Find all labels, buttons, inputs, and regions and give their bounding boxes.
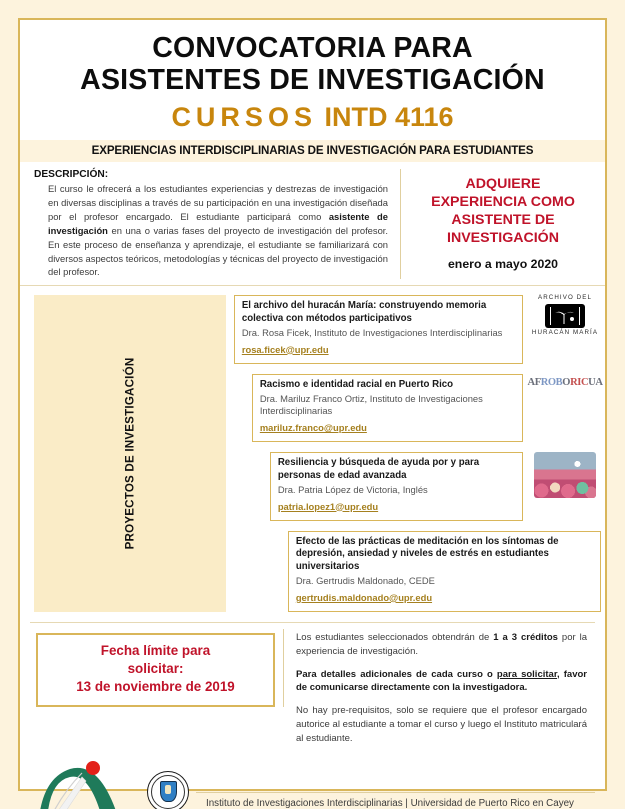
bottom-section (30, 622, 595, 755)
footer-institution-text: Instituto de Investigaciones Interdisciplinarias | Universidad de Puerto Rico en Cayey (206, 797, 574, 809)
project-email-link[interactable]: mariluz.franco@upr.edu (259, 422, 367, 434)
description-section (20, 162, 605, 286)
projects-section (20, 286, 605, 618)
deadline-line-2: solicitar: (127, 660, 184, 676)
promo-headline (407, 175, 599, 248)
project-email-link[interactable]: gertrudis.maldonado@upr.edu (295, 591, 433, 603)
promo-date-range: enero a mayo 2020 (447, 256, 559, 271)
palm-tree-icon (551, 307, 579, 325)
project-researcher: Dra. Rosa Ficek, Instituto de Investigaciones Interdisciplinarias (241, 327, 503, 339)
description-text-part-2: en una o varias fases del proyecto de investigación del profesor. En este proceso de enseñanza y aprendizaje, el estudiante se familiarizará con diversos aspectos teóricos, metodologías y técnicas del proyecto de investigación del profesor. (48, 224, 388, 278)
project-row (234, 531, 601, 612)
promo-line-3: ASISTENTE DE (451, 212, 555, 229)
info-paragraph-apply (296, 668, 587, 696)
course-code-line (30, 102, 595, 133)
description-heading: DESCRIPCIÓN: (34, 168, 109, 180)
promo-column (401, 169, 605, 279)
project-title: El archivo del huracán María: construyendo memoria colectiva con métodos participativos (241, 300, 487, 325)
project-title: Racismo e identidad racial en Puerto Rico (259, 378, 454, 390)
project-card[interactable] (234, 295, 523, 363)
project-row (234, 295, 601, 363)
poster-footer (20, 755, 605, 809)
project-email-link[interactable]: patria.lopez1@upr.edu (277, 500, 379, 512)
promo-line-1: ADQUIERE (465, 175, 541, 192)
description-text-emphasis: asistente de investigación (48, 210, 388, 236)
description-text-part-1: El curso le ofrecerá a los estudiantes experiencias y destrezas de investigación en diversas disciplinas a través de su participación en una investigación diseñada por el profesor encargado. El estudiante participará como (48, 182, 388, 222)
promo-line-4: INVESTIGACIÓN (447, 230, 559, 247)
deadline-column (30, 629, 284, 707)
deadline-line-1: Fecha límite para (100, 642, 211, 658)
afroboricua-logo-text: AFROBORICUA (527, 376, 603, 388)
description-body (34, 182, 388, 279)
projects-section-label (34, 295, 226, 612)
phone-icon (545, 304, 585, 328)
shield-icon (160, 781, 177, 802)
upr-seal-logo (140, 771, 196, 809)
photo-image (534, 452, 596, 498)
crowd-photo-thumbnail (529, 452, 601, 498)
project-title: Resiliencia y búsqueda de ayuda por y para personas de edad avanzada (277, 457, 480, 481)
afroboricua-logo (529, 374, 601, 391)
poster-header (20, 20, 605, 133)
archivo-huracan-maria-logo (529, 295, 601, 335)
project-card[interactable] (252, 374, 523, 442)
deadline-box (36, 633, 275, 707)
project-researcher: Dra. Gertrudis Maldonado, CEDE (295, 575, 435, 587)
project-title: Efecto de las prácticas de meditación en los síntomas de depresión, ansiedad y niveles de estrés en estudiantes universitarios (295, 535, 559, 573)
deadline-date: 13 de noviembre de 2019 (76, 678, 235, 694)
info-column (284, 629, 595, 755)
info-credits-part-2: por la experiencia de investigación. (296, 631, 587, 657)
poster-sheet (18, 18, 607, 809)
info-apply-part-2: , favor de comunicarse directamente con la investigadora. (296, 668, 587, 694)
description-column (20, 169, 401, 279)
info-credits-amount: 1 a 3 créditos (493, 631, 558, 643)
seal-ring (147, 771, 189, 809)
project-row (234, 452, 601, 520)
project-card-list (226, 295, 605, 612)
course-word: CURSOS (171, 101, 317, 132)
page-title-line-1: CONVOCATORIA PARA (152, 32, 473, 64)
course-number: INTD 4116 (324, 101, 454, 132)
project-researcher: Dra. Mariluz Franco Ortiz, Instituto de Investigaciones Interdisciplinarias (259, 392, 483, 417)
info-paragraph-prerequisites: No hay pre-requisitos, solo se requiere que el profesor encargado autorice al estudiante a tomar el curso y luego el Instituto matriculará al estudiante. (296, 705, 587, 745)
project-email-link[interactable]: rosa.ficek@upr.edu (241, 343, 329, 355)
footer-text-wrapper (196, 792, 595, 809)
iii-arch-logo (36, 755, 140, 809)
iii-logo-graphic (36, 755, 140, 809)
logo-top-text: ARCHIVO DEL (537, 294, 593, 302)
info-paragraph-credits (296, 631, 587, 659)
project-row (234, 374, 601, 442)
projects-section-label-text: PROYECTOS DE INVESTIGACIÓN (123, 357, 137, 550)
info-apply-link-text[interactable]: para solicitar (496, 668, 557, 680)
page-title-line-2: ASISTENTES DE INVESTIGACIÓN (80, 64, 545, 97)
project-researcher: Dra. Patria López de Victoria, Inglés (277, 483, 428, 495)
project-card[interactable] (288, 531, 601, 612)
info-credits-part-1: Los estudiantes seleccionados obtendrán de (296, 631, 494, 643)
subtitle-banner: EXPERIENCIAS INTERDISCIPLINARIAS DE INVESTIGACIÓN PARA ESTUDIANTES (20, 139, 605, 162)
logo-bottom-text: HURACÁN MARÍA (531, 328, 599, 336)
info-apply-part-1: Para detalles adicionales de cada curso o (296, 668, 497, 680)
promo-line-2: EXPERIENCIA COMO (431, 194, 575, 211)
project-card[interactable] (270, 452, 523, 520)
